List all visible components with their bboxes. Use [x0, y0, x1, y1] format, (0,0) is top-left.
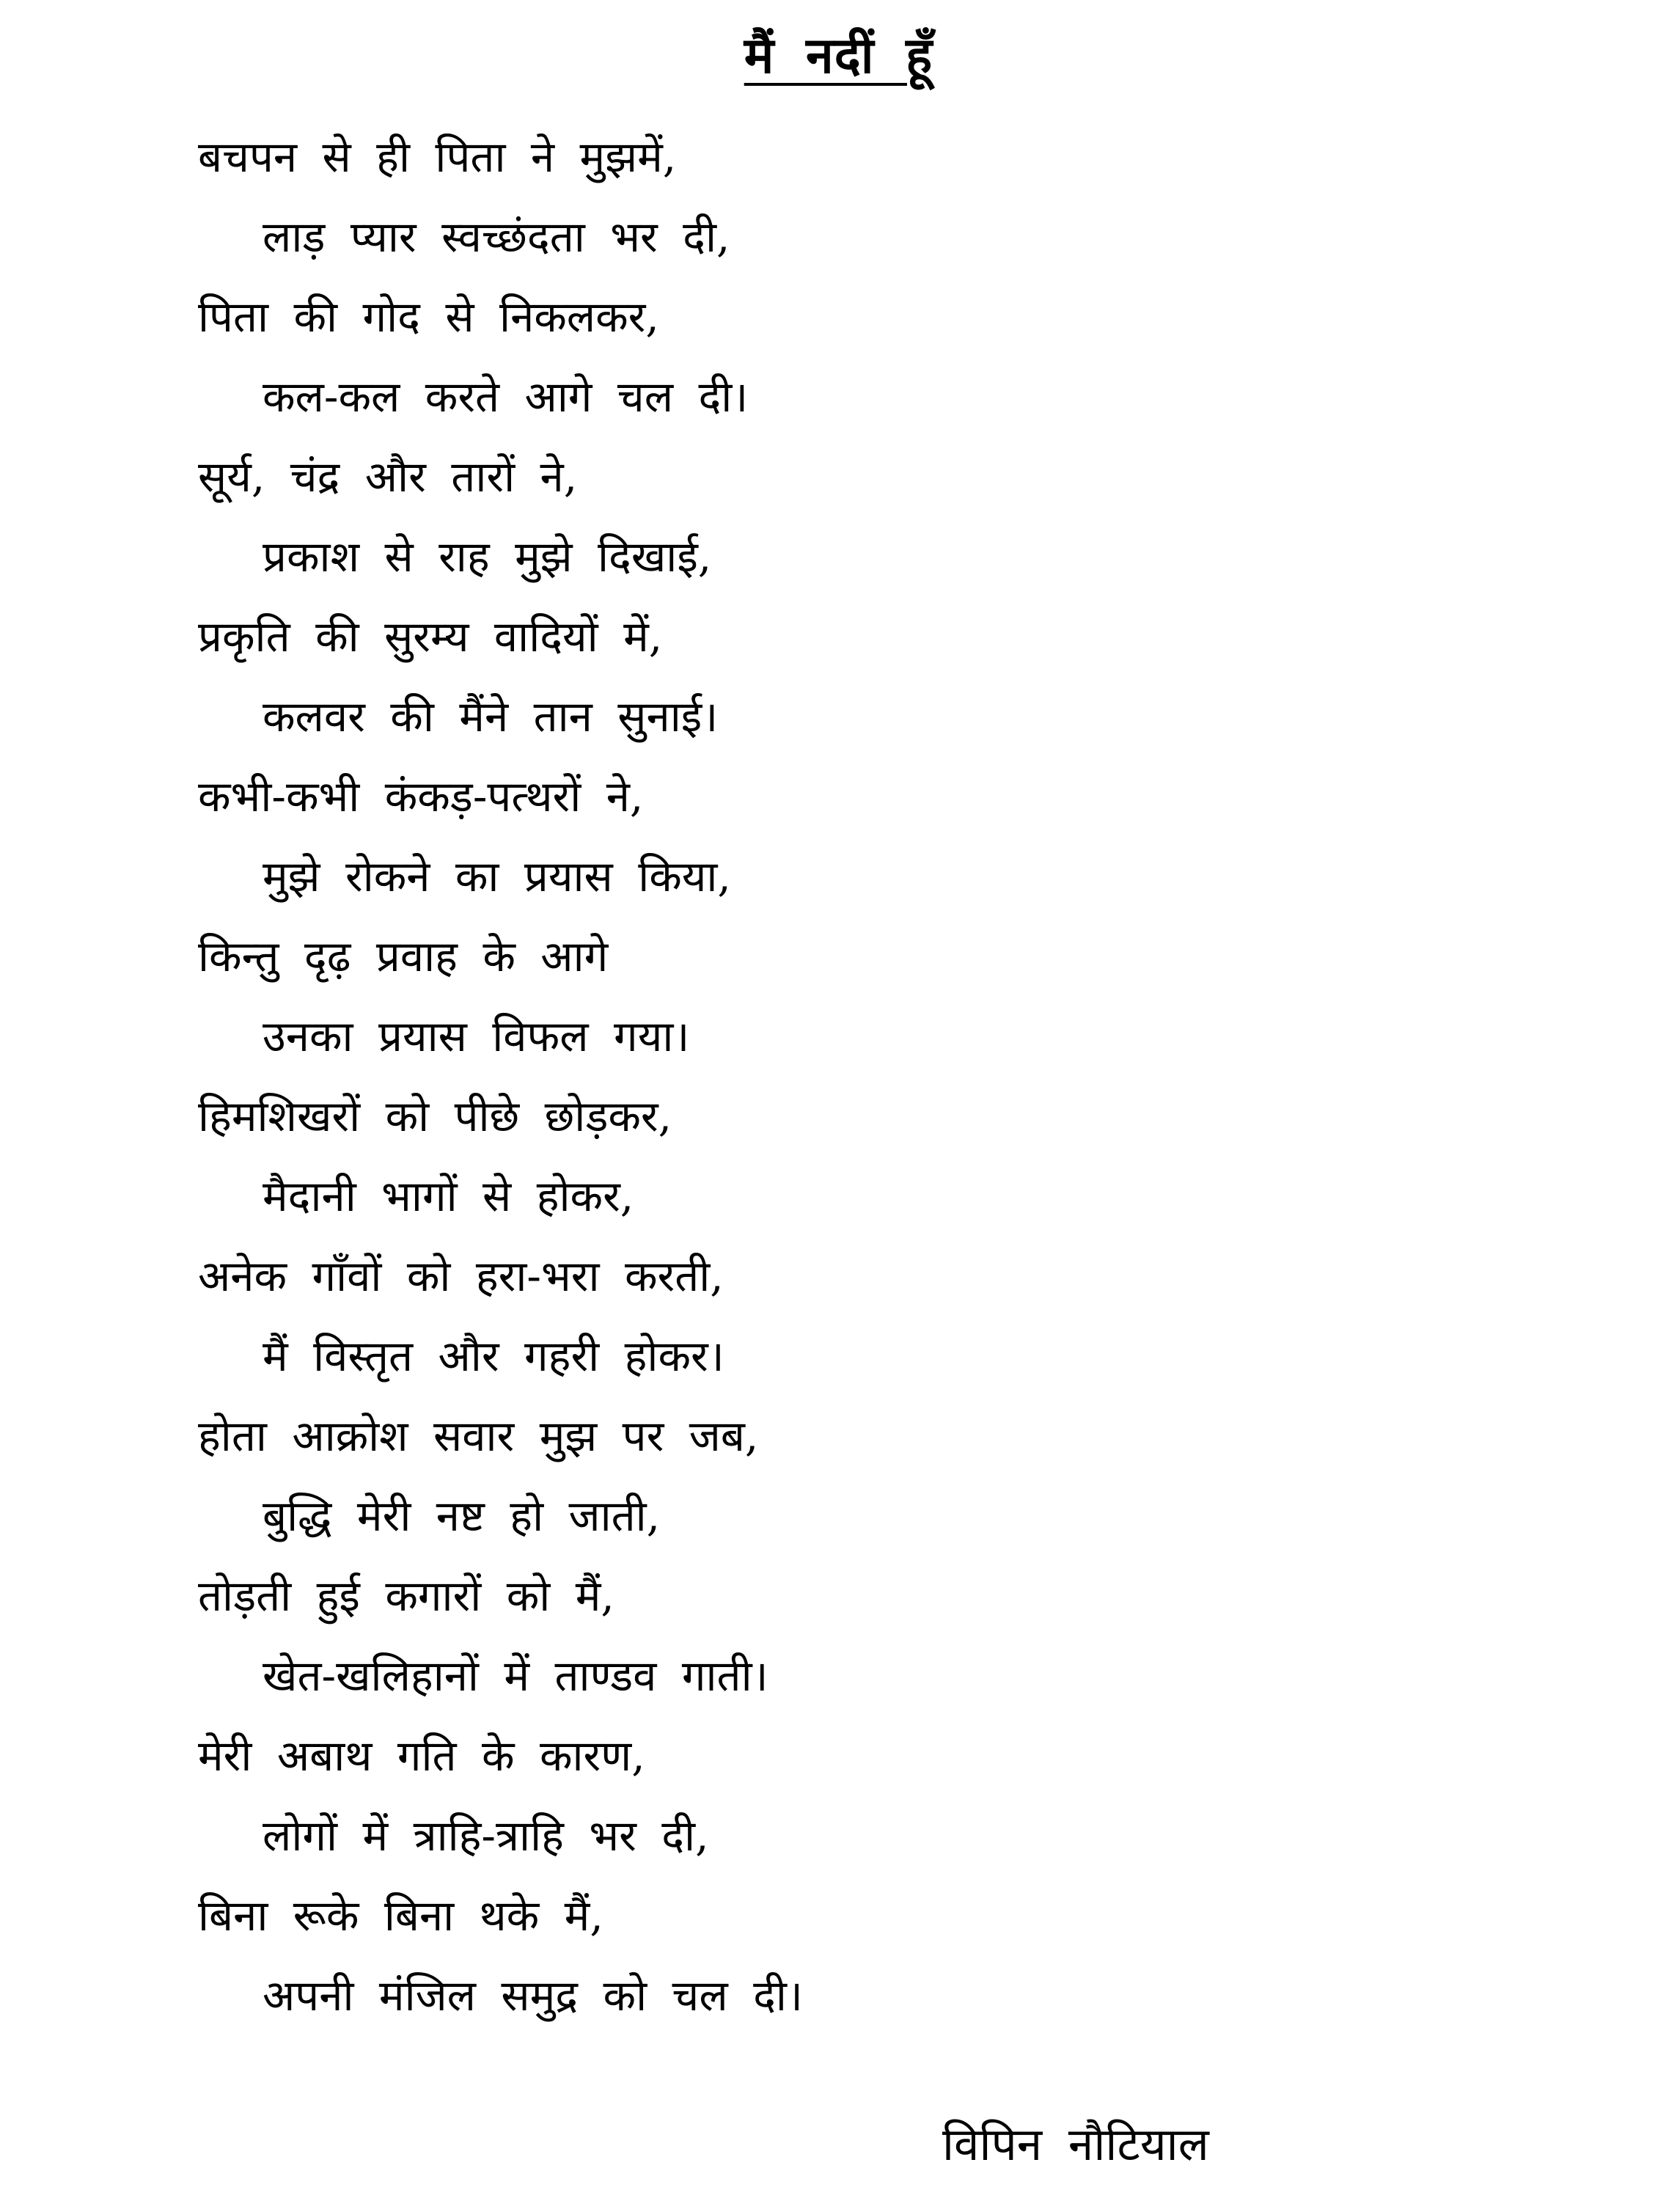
author-signature: विपिन नौटियाल — [942, 2117, 1209, 2171]
poem-line-19: तोड़ती हुई कगारों को मैं, — [198, 1571, 614, 1621]
poem-line-21: मेरी अबाथ गति के कारण, — [198, 1731, 645, 1781]
poem-body — [198, 117, 1589, 2036]
poem-line-6: प्रकाश से राह मुझे दिखाई, — [263, 532, 712, 582]
poem-line-17: होता आक्रोश सवार मुझ पर जब, — [198, 1411, 759, 1461]
poem-line-2: लाड़ प्यार स्वच्छंदता भर दी, — [263, 212, 730, 262]
page-title — [0, 19, 1677, 87]
poem-line-13: हिमशिखरों को पीछे छोड़कर, — [198, 1091, 672, 1141]
poem-line-1: बचपन से ही पिता ने मुझमें, — [198, 132, 677, 182]
poem-line-8: कलवर की मैंने तान सुनाई। — [263, 692, 719, 741]
poem-line-10: मुझे रोकने का प्रयास किया, — [263, 852, 731, 901]
poem-line-22: लोगों में त्राहि-त्राहि भर दी, — [263, 1811, 709, 1861]
poem-line-9: कभी-कभी कंकड़-पत्थरों ने, — [198, 772, 644, 821]
poem-line-23: बिना रूके बिना थके मैं, — [198, 1891, 603, 1941]
poem-line-24: अपनी मंजिल समुद्र को चल दी। — [263, 1971, 803, 2021]
poem-line-18: बुद्धि मेरी नष्ट हो जाती, — [263, 1491, 661, 1541]
poem-title-text: मैं नदीं हूँ — [744, 26, 933, 85]
poem-line-16: मैं विस्तृत और गहरी होकर। — [263, 1331, 724, 1381]
poem-line-11: किन्तु दृढ़ प्रवाह के आगे — [198, 931, 609, 981]
poem-line-20: खेत-खलिहानों में ताण्डव गाती। — [263, 1651, 768, 1701]
poem-line-3: पिता की गोद से निकलकर, — [198, 292, 659, 342]
poem-line-5: सूर्य, चंद्र और तारों ने, — [198, 452, 578, 502]
poem-line-14: मैदानी भागों से होकर, — [263, 1171, 634, 1221]
poem-line-4: कल-कल करते आगे चल दी। — [263, 372, 749, 422]
poem-line-12: उनका प्रयास विफल गया। — [263, 1011, 690, 1061]
poem-line-7: प्रकृति की सुरम्य वादियों में, — [198, 612, 663, 662]
poem-line-15: अनेक गाँवों को हरा-भरा करती, — [198, 1251, 724, 1301]
